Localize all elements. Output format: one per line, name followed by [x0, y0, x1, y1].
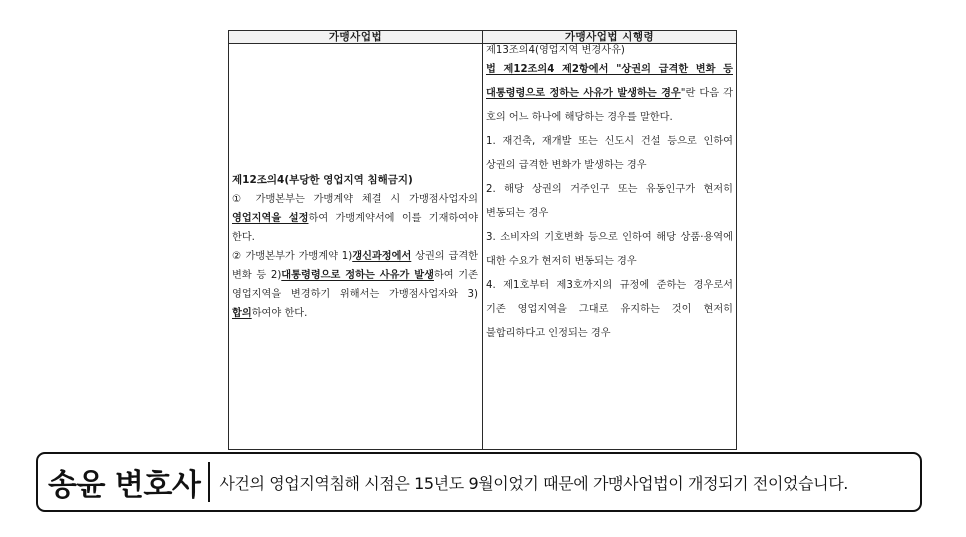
franchise-act-cell — [229, 44, 483, 450]
emphasis-decree-reason: 대통령령으로 정하는 사유가 발생 — [281, 269, 434, 281]
enforcement-decree-cell — [483, 44, 737, 450]
header-franchise-act: 가맹사업법 — [229, 31, 483, 44]
header-enforcement-decree: 가맹사업법 시행령 — [483, 31, 737, 44]
decree-article-heading: 제13조의4(영업지역 변경사유) — [486, 45, 625, 56]
decree-item-4: 4. 제1호부터 제3호까지의 규정에 준하는 경우로서 기존 영업지역을 그대로 유지하는 것이 현저히 불합리하다고 인정되는 경우 — [486, 280, 733, 339]
table-header-row — [229, 31, 737, 44]
paragraph-1: ① 가맹본부는 가맹계약 체결 시 가맹점사업자의 영업지역을 설정하여 가맹계약서에 이를 기재하여야 한다. — [232, 193, 478, 243]
decree-item-2: 2. 해당 상권의 거주인구 또는 유동인구가 현저히 변동되는 경우 — [486, 184, 733, 219]
caption-divider — [208, 462, 210, 502]
subtitle-caption-bar — [36, 452, 922, 512]
paragraph-2: ② 가맹본부가 가맹계약 1)갱신과정에서 상권의 급격한 변화 등 2)대통령령으로 정하는 사유가 발생하여 기존 영업지역을 변경하기 위해서는 가맹점사업자와 3)합의하여야 한다. — [232, 250, 479, 319]
decree-item-1: 1. 재건축, 재개발 또는 신도시 건설 등으로 인하여 상권의 급격한 변화가 발생하는 경우 — [486, 136, 733, 171]
decree-item-3: 3. 소비자의 기호변화 등으로 인하여 해당 상품·용역에 대한 수요가 현저히 변동되는 경우 — [486, 232, 733, 267]
emphasis-renewal: 갱신과정에서 — [352, 250, 412, 262]
table-body-row — [229, 44, 737, 450]
article-title: 제12조의4(부당한 영업지역 침해금지) — [232, 173, 413, 186]
emphasis-set-territory: 영업지역을 설정 — [232, 212, 309, 224]
law-comparison-table — [228, 30, 737, 450]
speaker-name: 송윤 변호사 — [48, 468, 201, 503]
decree-intro: 법 제12조의4 제2항에서 "상권의 급격한 변화 등 대통령령으로 정하는 사유가 발생하는 경우"란 다음 각 호의 어느 하나에 해당하는 경우를 말한다. — [486, 64, 734, 123]
emphasis-decree-intro: 법 제12조의4 제2항에서 "상권의 급격한 변화 등 대통령령으로 정하는 사유가 발생하는 경우 — [486, 64, 733, 99]
subtitle-text: 사건의 영업지역침해 시점은 15년도 9월이었기 때문에 가맹사업법이 개정되기 전이었습니다. — [219, 473, 848, 493]
emphasis-agreement: 합의 — [232, 307, 252, 319]
